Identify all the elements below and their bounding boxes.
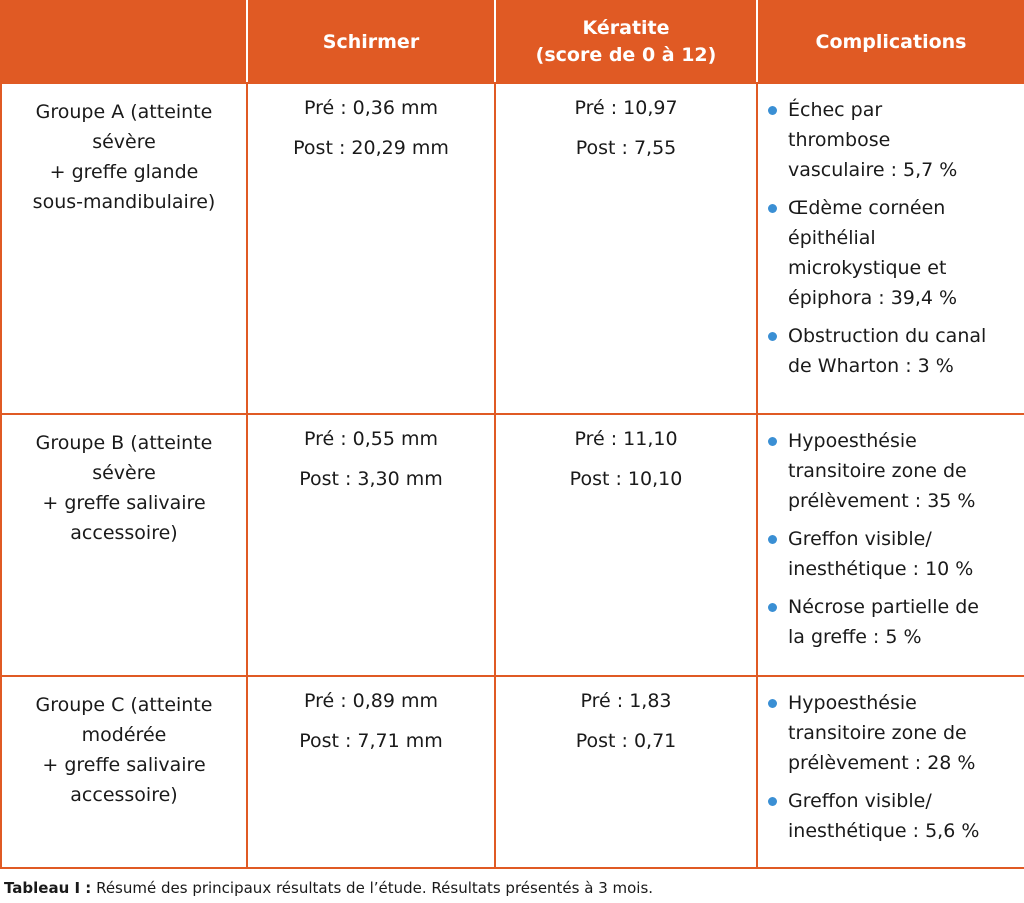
keratite-pre: Pré : 1,83 xyxy=(580,690,672,712)
bullet-icon xyxy=(768,535,777,544)
table-caption xyxy=(4,878,653,898)
keratite-post: Post : 0,71 xyxy=(575,730,677,752)
header-row xyxy=(1,1,1024,83)
complication-item: Hypoesthésie transitoire zone de prélèvement : 28 % xyxy=(768,688,1020,778)
complication-item: Échec par thrombose vasculaire : 5,7 % xyxy=(768,95,1020,185)
group-cell: Groupe C (atteinte modérée + greffe salivaire accessoire) xyxy=(1,676,247,868)
complications-cell xyxy=(757,414,1024,676)
table-row-groupe-c xyxy=(1,676,1024,868)
keratite-post: Post : 10,10 xyxy=(569,468,683,490)
complication-item: Greffon visible/ inesthétique : 10 % xyxy=(768,524,1020,584)
caption-text: Résumé des principaux résultats de l’étude. Résultats présentés à 3 mois. xyxy=(91,879,654,897)
header-keratite-title: Kératite xyxy=(582,17,670,39)
keratite-post: Post : 7,55 xyxy=(575,137,677,159)
bullet-icon xyxy=(768,797,777,806)
complications-cell xyxy=(757,676,1024,868)
bullet-icon xyxy=(768,437,777,446)
bullet-icon xyxy=(768,204,777,213)
schirmer-pre: Pré : 0,36 mm xyxy=(303,97,439,119)
complication-item: Hypoesthésie transitoire zone de prélèvement : 35 % xyxy=(768,426,1020,516)
header-schirmer: Schirmer xyxy=(247,1,495,83)
complication-item: Greffon visible/ inesthétique : 5,6 % xyxy=(768,786,1020,846)
schirmer-pre: Pré : 0,89 mm xyxy=(303,690,439,712)
complication-item: Œdème cornéen épithélial microkystique et épiphora : 39,4 % xyxy=(768,193,1020,313)
schirmer-cell xyxy=(247,83,495,414)
keratite-cell xyxy=(495,83,757,414)
keratite-cell xyxy=(495,676,757,868)
group-cell: Groupe B (atteinte sévère + greffe salivaire accessoire) xyxy=(1,414,247,676)
caption-label: Tableau I : xyxy=(4,879,92,897)
keratite-pre: Pré : 11,10 xyxy=(574,428,678,450)
header-keratite-score: (score de 0 à 12) xyxy=(535,44,717,66)
header-complications: Complications xyxy=(757,1,1024,83)
header-group xyxy=(1,1,247,83)
schirmer-post: Post : 20,29 mm xyxy=(293,137,449,159)
bullet-icon xyxy=(768,106,777,115)
table-row-groupe-b xyxy=(1,414,1024,676)
complication-item: Nécrose partielle de la greffe : 5 % xyxy=(768,592,1020,652)
table-row-groupe-a xyxy=(1,83,1024,414)
schirmer-pre: Pré : 0,55 mm xyxy=(303,428,439,450)
schirmer-post: Post : 7,71 mm xyxy=(299,730,443,752)
keratite-pre: Pré : 10,97 xyxy=(574,97,678,119)
bullet-icon xyxy=(768,603,777,612)
schirmer-cell xyxy=(247,414,495,676)
bullet-icon xyxy=(768,332,777,341)
header-keratite xyxy=(495,1,757,83)
complications-cell xyxy=(757,83,1024,414)
bullet-icon xyxy=(768,699,777,708)
complication-item: Obstruction du canal de Wharton : 3 % xyxy=(768,321,1020,381)
schirmer-post: Post : 3,30 mm xyxy=(299,468,443,490)
schirmer-cell xyxy=(247,676,495,868)
group-cell: Groupe A (atteinte sévère + greffe glande sous-mandibulaire) xyxy=(1,83,247,414)
keratite-cell xyxy=(495,414,757,676)
